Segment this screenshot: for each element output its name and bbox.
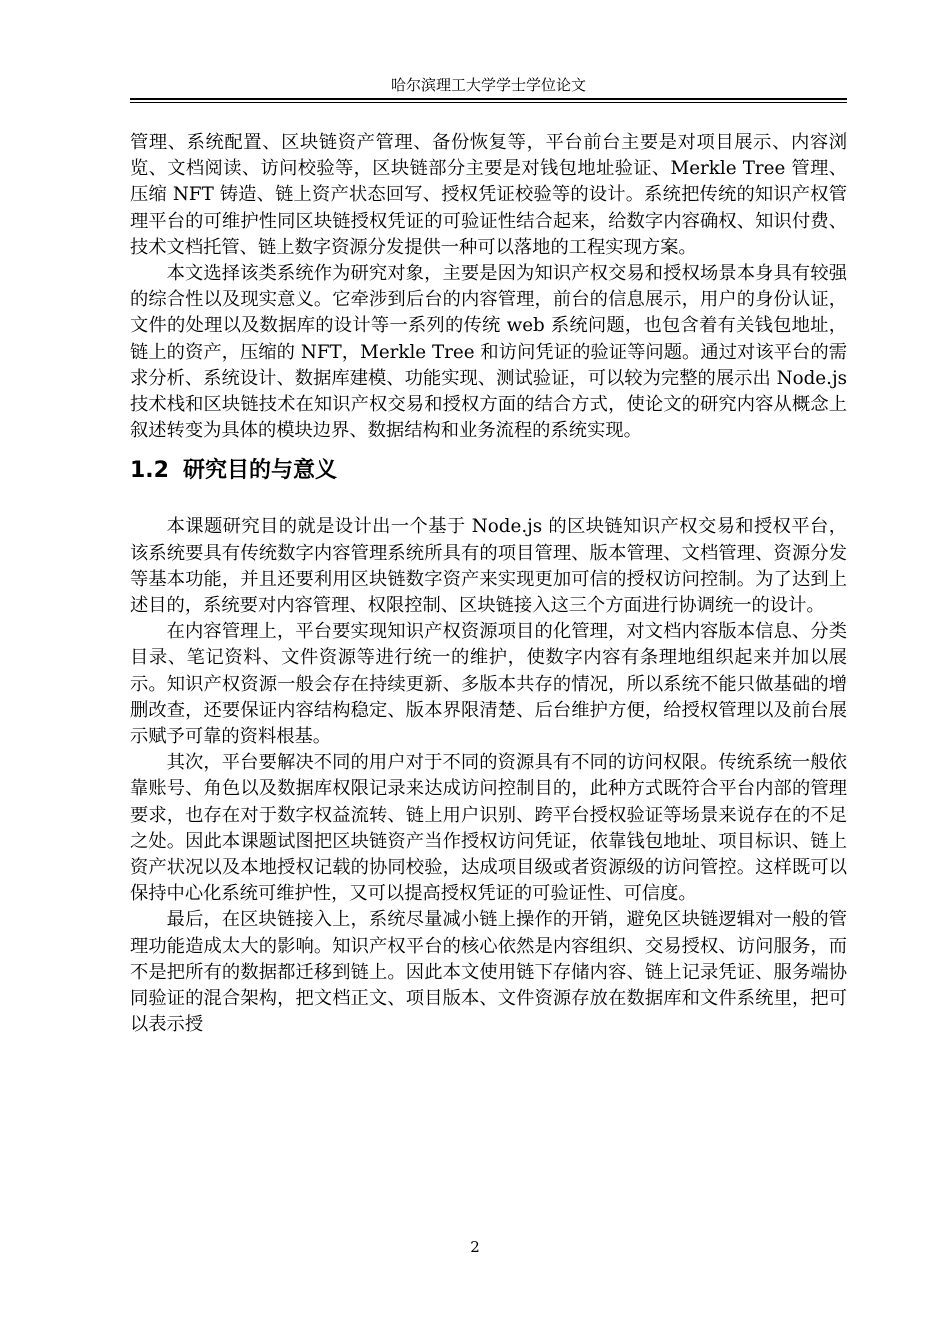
header-rule-thin bbox=[130, 102, 847, 103]
running-header: 哈尔滨理工大学学士学位论文 bbox=[390, 76, 586, 94]
paragraph: 本课题研究目的就是设计出一个基于 Node.js 的区块链知识产权交易和授权平台，该系统要具有传统数字内容管理系统所具有的项目管理、版本管理、文档管理、资源分发等基本功能，并且还要利用区块链数字资产来实现更加可信的授权访问控制。为了达到上述目的，系统要对内容管理、权限控制、区块链接入这三个方面进行协调统一的设计。 bbox=[130, 516, 847, 617]
paragraph: 本文选择该类系统作为研究对象，主要是因为知识产权交易和授权场景本身具有较强的综合性以及现实意义。它牵涉到后台的内容管理，前台的信息展示，用户的身份认证，文件的处理以及数据库的设计等一系列的传统 web 系统问题，也包含着有关钱包地址，链上的资产，压缩的 NFT，Merkle Tree 和访问凭证的验证等问题。通过对该平台的需求分析、系统设计、数据库建模、功能实现、测试验证，可以较为完整的展示出 Node.js 技术栈和区块链技术在知识产权交易和授权方面的结合方式，使论文的研究内容从概念上叙述转变为具体的模块边界、数据结构和业务流程的系统实现。 bbox=[130, 263, 847, 442]
header-rule-thick bbox=[130, 98, 847, 100]
paragraph: 其次，平台要解决不同的用户对于不同的资源具有不同的访问权限。传统系统一般依靠账号、角色以及数据库权限记录来达成访问控制目的，此种方式既符合平台内部的管理要求，也存在对于数字权益流转、链上用户识别、跨平台授权验证等场景来说存在的不足之处。因此本课题试图把区块链资产当作授权访问凭证，依靠钱包地址、项目标识、链上资产状况以及本地授权记载的协同校验，达成项目级或者资源级的访问管控。这样既可以保持中心化系统可维护性，又可以提高授权凭证的可验证性、可信度。 bbox=[130, 752, 847, 905]
section-title: 研究目的与意义 bbox=[182, 458, 337, 484]
section-number: 1.2 bbox=[130, 458, 169, 484]
paragraph: 最后，在区块链接入上，系统尽量减小链上操作的开销，避免区块链逻辑对一般的管理功能造成太大的影响。知识产权平台的核心依然是内容组织、交易授权、访问服务，而不是把所有的数据都迁移到链上。因此本文使用链下存储内容、链上记录凭证、服务端协同验证的混合架构，把文档正文、项目版本、文件资源存放在数据库和文件系统里，把可以表示授 bbox=[130, 909, 847, 1036]
section-heading bbox=[130, 456, 847, 486]
paragraph-continued: 管理、系统配置、区块链资产管理、备份恢复等，平台前台主要是对项目展示、内容浏览、文档阅读、访问校验等，区块链部分主要是对钱包地址验证、Merkle Tree 管理、压缩 NFT 铸造、链上资产状态回写、授权凭证校验等的设计。系统把传统的知识产权管理平台的可维护性同区块链授权凭证的可验证性结合起来，给数字内容确权、知识付费、技术文档托管、链上数字资源分发提供一种可以落地的工程实现方案。 bbox=[130, 132, 847, 258]
paragraph: 在内容管理上，平台要实现知识产权资源项目的化管理，对文档内容版本信息、分类目录、笔记资料、文件资源等进行统一的维护，使数字内容有条理地组织起来并加以展示。知识产权资源一般会存在持续更新、多版本共存的情况，所以系统不能只做基础的增删改查，还要保证内容结构稳定、版本界限清楚、后台维护方便，给授权管理以及前台展示赋予可靠的资料根基。 bbox=[130, 621, 847, 748]
page-number: 2 bbox=[470, 1238, 480, 1256]
body-text bbox=[130, 130, 847, 1039]
